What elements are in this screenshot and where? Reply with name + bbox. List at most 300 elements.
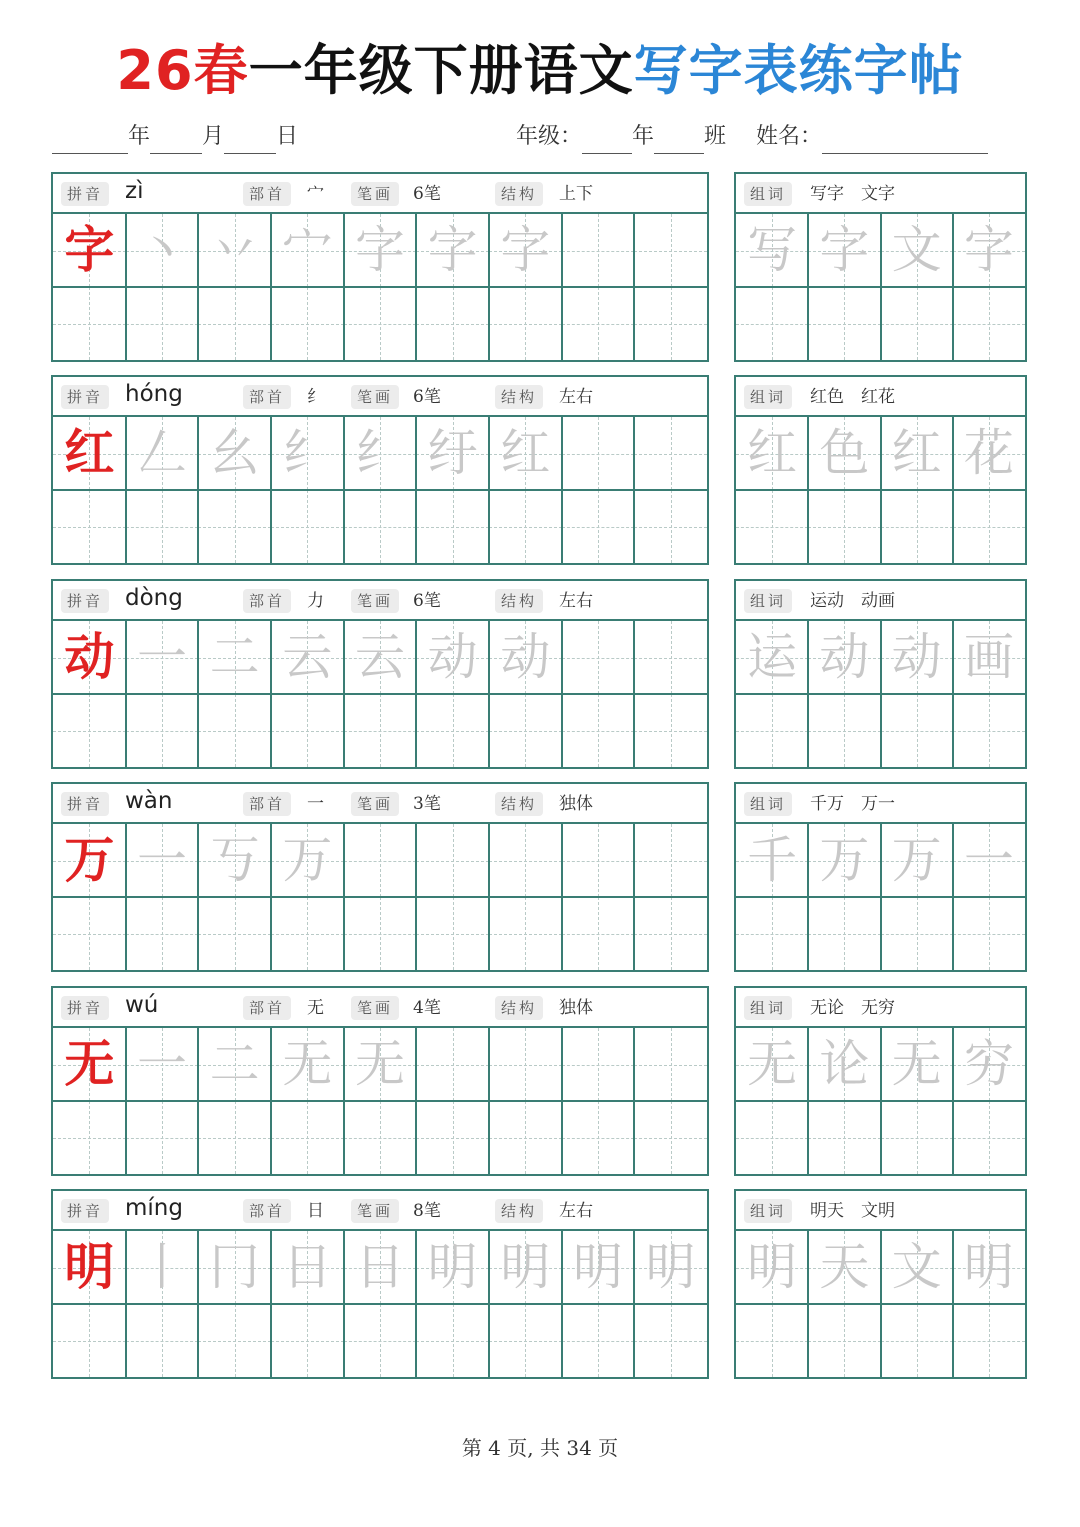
pinyin-value: míng [125,1195,183,1221]
practice-cell[interactable] [634,1304,707,1377]
practice-cell[interactable] [53,897,126,970]
practice-cell[interactable] [634,1028,707,1101]
practice-cell[interactable] [808,287,880,360]
info-bar [53,1191,707,1231]
page-title [0,36,1080,106]
practice-cell[interactable] [736,287,808,360]
practice-cell[interactable] [736,214,808,287]
practice-cell[interactable] [53,824,126,897]
practice-cell[interactable] [198,621,271,694]
practice-cell[interactable] [126,1028,199,1101]
practice-cell[interactable] [489,694,562,767]
structure-value: 左右 [559,1201,593,1221]
model-character: 万 [64,830,115,889]
practice-cell[interactable] [634,694,707,767]
word-info-bar [736,377,1025,417]
guide-line-v [89,490,90,563]
practice-cell[interactable] [416,1101,489,1174]
strokes-value: 3笔 [413,794,441,814]
practice-cell[interactable] [489,897,562,970]
practice-cell[interactable] [808,1101,880,1174]
pinyin-value: wàn [125,788,173,814]
practice-cell[interactable] [489,1304,562,1377]
radical-tag: 部首 [243,589,291,613]
guide-line-v [844,897,845,970]
radical-tag: 部首 [243,182,291,206]
guide-line-v [844,694,845,767]
practice-cell[interactable] [562,1028,635,1101]
model-character: 红 [64,423,115,482]
practice-cell[interactable] [53,1231,126,1304]
guide-line-v [772,1304,773,1377]
word-panel [734,1189,1027,1379]
pinyin-value: hóng [125,381,183,407]
guide-line-v [162,897,163,970]
word-panel [734,782,1027,972]
practice-cell[interactable] [634,1101,707,1174]
grid-line-h [53,693,707,695]
guide-line-v [598,490,599,563]
practice-cell[interactable] [562,897,635,970]
practice-cell[interactable] [416,1231,489,1304]
guide-line-v [917,1101,918,1174]
guide-line-v [844,1101,845,1174]
practice-cell[interactable] [808,621,880,694]
practice-cell[interactable] [126,1101,199,1174]
practice-cell[interactable] [953,1304,1025,1377]
practice-cell[interactable] [344,214,417,287]
model-character: 无 [64,1034,115,1093]
practice-cell[interactable] [126,1304,199,1377]
practice-cell[interactable] [344,1101,417,1174]
practice-cell[interactable] [808,214,880,287]
practice-cell[interactable] [126,621,199,694]
practice-cell[interactable] [489,621,562,694]
practice-cell[interactable] [562,824,635,897]
practice-cell[interactable] [808,490,880,563]
practice-cell[interactable] [736,824,808,897]
structure-tag: 结构 [495,182,543,206]
practice-cell[interactable] [344,490,417,563]
guide-line-v [453,897,454,970]
word-panel [734,172,1027,362]
practice-cell[interactable] [881,287,953,360]
page-number: 第 4 页, 共 34 页 [461,1436,619,1460]
practice-cell[interactable] [416,1304,489,1377]
trace-character: 云 [354,628,405,686]
guide-line-v [598,287,599,360]
practice-cell[interactable] [271,214,344,287]
practice-cell[interactable] [198,1304,271,1377]
practice-cell[interactable] [808,694,880,767]
practice-cell[interactable] [126,287,199,360]
practice-cell[interactable] [953,287,1025,360]
practice-cell[interactable] [489,1028,562,1101]
practice-cell[interactable] [953,694,1025,767]
practice-cell[interactable] [53,694,126,767]
practice-cell[interactable] [344,1028,417,1101]
practice-cell[interactable] [126,897,199,970]
practice-cell[interactable] [881,417,953,490]
practice-cell[interactable] [736,694,808,767]
guide-line-v [989,1304,990,1377]
practice-cell[interactable] [562,621,635,694]
name-blank[interactable] [822,129,988,154]
guide-line-v [89,1101,90,1174]
practice-cell[interactable] [53,1101,126,1174]
practice-cell[interactable] [271,287,344,360]
trace-character: 无 [891,1035,942,1093]
practice-cell[interactable] [198,897,271,970]
practice-cell[interactable] [808,1304,880,1377]
guide-line-v [598,621,599,694]
class-label: 班 [704,124,727,149]
practice-cell[interactable] [126,214,199,287]
practice-cell[interactable] [416,824,489,897]
practice-cell[interactable] [53,214,126,287]
practice-cell[interactable] [126,824,199,897]
word-panel [734,375,1027,565]
info-bar [53,784,707,824]
pinyin-value: dòng [125,585,183,611]
words-tag: 组词 [744,385,792,409]
trace-character: 云 [282,628,333,686]
practice-cell[interactable] [198,490,271,563]
practice-cell[interactable] [271,417,344,490]
practice-cell[interactable] [881,1231,953,1304]
model-character: 动 [64,627,115,686]
trace-character: 色 [819,424,870,482]
guide-line-v [380,824,381,897]
practice-cell[interactable] [126,1231,199,1304]
practice-cell[interactable] [953,417,1025,490]
radical-value: 日 [307,1201,324,1221]
practice-cell[interactable] [562,214,635,287]
trace-character: 一 [136,628,187,686]
trace-character: 字 [963,221,1014,279]
practice-cell[interactable] [634,490,707,563]
radical-value: 力 [307,591,324,611]
trace-character: 万 [891,831,942,889]
practice-panel [51,1189,709,1379]
trace-character: 字 [819,221,870,279]
practice-cell[interactable] [344,621,417,694]
practice-cell[interactable] [344,1231,417,1304]
practice-cell[interactable] [736,897,808,970]
practice-cell[interactable] [53,1304,126,1377]
guide-line-v [453,287,454,360]
guide-line-v [671,621,672,694]
guide-line-v [89,1304,90,1377]
practice-cell[interactable] [53,1028,126,1101]
practice-cell[interactable] [808,897,880,970]
guide-line-v [162,287,163,360]
words-value: 千万 万一 [810,794,895,814]
pinyin-tag: 拼音 [61,996,109,1020]
practice-cell[interactable] [953,824,1025,897]
trace-character: 日 [282,1238,333,1296]
practice-cell[interactable] [881,214,953,287]
practice-cell[interactable] [53,287,126,360]
practice-cell[interactable] [736,1231,808,1304]
practice-cell[interactable] [416,694,489,767]
guide-line-v [525,824,526,897]
practice-panel [51,375,709,565]
practice-cell[interactable] [271,1304,344,1377]
practice-cell[interactable] [271,694,344,767]
trace-character: 红 [747,424,798,482]
practice-cell[interactable] [344,1304,417,1377]
practice-cell[interactable] [634,824,707,897]
practice-cell[interactable] [736,1304,808,1377]
trace-character: 论 [819,1035,870,1093]
guide-line-v [453,694,454,767]
practice-cell[interactable] [53,621,126,694]
trace-character: 天 [819,1238,870,1296]
structure-tag: 结构 [495,385,543,409]
practice-panel [51,172,709,362]
strokes-tag: 笔画 [351,182,399,206]
radical-tag: 部首 [243,996,291,1020]
model-character: 字 [64,220,115,279]
practice-cell[interactable] [881,1101,953,1174]
practice-cell[interactable] [489,490,562,563]
practice-cell[interactable] [126,417,199,490]
guide-line-v [525,287,526,360]
strokes-value: 4笔 [413,998,441,1018]
practice-cell[interactable] [198,417,271,490]
practice-cell[interactable] [953,897,1025,970]
practice-cell[interactable] [489,824,562,897]
trace-character: 动 [819,628,870,686]
practice-cell[interactable] [953,1101,1025,1174]
trace-character: 动 [500,628,551,686]
practice-cell[interactable] [344,417,417,490]
practice-cell[interactable] [271,1101,344,1174]
practice-cell[interactable] [198,1231,271,1304]
practice-cell[interactable] [881,621,953,694]
practice-cell[interactable] [198,1028,271,1101]
practice-cell[interactable] [198,1101,271,1174]
words-value: 运动 动画 [810,591,895,611]
guide-line-v [671,490,672,563]
practice-cell[interactable] [271,824,344,897]
grade-blank[interactable] [582,129,632,154]
words-value: 明天 文明 [810,1201,895,1221]
practice-cell[interactable] [271,1231,344,1304]
trace-character: 明 [500,1238,551,1296]
practice-cell[interactable] [881,1028,953,1101]
guide-line-v [671,1028,672,1101]
structure-value: 上下 [559,184,593,204]
trace-character: 明 [747,1238,798,1296]
practice-cell[interactable] [808,417,880,490]
practice-cell[interactable] [736,621,808,694]
practice-cell[interactable] [53,417,126,490]
year-blank[interactable] [52,129,128,154]
guide-line-v [671,417,672,490]
practice-cell[interactable] [808,824,880,897]
guide-line-v [307,1101,308,1174]
trace-character: 丷 [209,221,260,279]
trace-character: 二 [209,628,260,686]
guide-line-v [772,490,773,563]
practice-cell[interactable] [562,1101,635,1174]
practice-cell[interactable] [881,1304,953,1377]
words-tag: 组词 [744,589,792,613]
practice-cell[interactable] [344,824,417,897]
practice-cell[interactable] [881,897,953,970]
practice-panel [51,986,709,1176]
grid-line-h [53,1303,707,1305]
pinyin-tag: 拼音 [61,792,109,816]
strokes-value: 6笔 [413,184,441,204]
practice-cell[interactable] [416,621,489,694]
practice-cell[interactable] [126,490,199,563]
practice-cell[interactable] [198,824,271,897]
guide-line-v [453,490,454,563]
guide-line-v [989,694,990,767]
practice-cell[interactable] [416,490,489,563]
guide-line-v [598,824,599,897]
practice-cell[interactable] [634,287,707,360]
guide-line-v [89,897,90,970]
guide-line-v [598,897,599,970]
class-blank[interactable] [654,129,704,154]
trace-character: 丂 [209,831,260,889]
words-tag: 组词 [744,1199,792,1223]
guide-line-v [598,214,599,287]
guide-line-v [844,1304,845,1377]
practice-cell[interactable] [881,490,953,563]
structure-value: 独体 [559,794,593,814]
practice-cell[interactable] [953,490,1025,563]
practice-cell[interactable] [953,1231,1025,1304]
radical-value: 一 [307,794,324,814]
practice-cell[interactable] [271,1028,344,1101]
title-part-black: 一年级下册语文 [248,39,634,102]
radical-value: 纟 [307,387,324,407]
practice-cell[interactable] [489,287,562,360]
guide-line-v [598,1028,599,1101]
trace-character: 字 [500,221,551,279]
guide-line-v [844,287,845,360]
guide-line-v [525,694,526,767]
trace-character: 幺 [209,424,260,482]
practice-cell[interactable] [808,1028,880,1101]
practice-cell[interactable] [634,417,707,490]
practice-cell[interactable] [562,417,635,490]
practice-cell[interactable] [416,417,489,490]
word-panel [734,579,1027,769]
practice-cell[interactable] [634,214,707,287]
practice-cell[interactable] [416,287,489,360]
practice-cell[interactable] [416,214,489,287]
practice-cell[interactable] [198,214,271,287]
practice-cell[interactable] [489,214,562,287]
practice-cell[interactable] [198,287,271,360]
practice-cell[interactable] [271,490,344,563]
guide-line-v [525,490,526,563]
practice-cell[interactable] [416,897,489,970]
grid-line-h [736,1303,1025,1305]
practice-cell[interactable] [953,621,1025,694]
month-blank[interactable] [150,129,202,154]
guide-line-v [307,490,308,563]
practice-cell[interactable] [634,1231,707,1304]
guide-line-v [307,897,308,970]
practice-cell[interactable] [489,1101,562,1174]
trace-character: 一 [136,831,187,889]
practice-cell[interactable] [271,897,344,970]
practice-cell[interactable] [953,214,1025,287]
trace-character: 一 [963,831,1014,889]
practice-cell[interactable] [53,490,126,563]
practice-cell[interactable] [881,694,953,767]
practice-cell[interactable] [126,694,199,767]
practice-cell[interactable] [808,1231,880,1304]
guide-line-v [917,287,918,360]
day-blank[interactable] [224,129,276,154]
practice-cell[interactable] [344,694,417,767]
practice-cell[interactable] [489,417,562,490]
practice-cell[interactable] [562,287,635,360]
strokes-tag: 笔画 [351,792,399,816]
info-bar [53,174,707,214]
practice-cell[interactable] [736,1028,808,1101]
trace-character: 万 [819,831,870,889]
practice-cell[interactable] [562,694,635,767]
practice-cell[interactable] [344,897,417,970]
words-tag: 组词 [744,792,792,816]
guide-line-v [235,490,236,563]
practice-cell[interactable] [562,1231,635,1304]
radical-tag: 部首 [243,385,291,409]
word-info-bar [736,784,1025,824]
practice-cell[interactable] [198,694,271,767]
practice-cell[interactable] [634,621,707,694]
guide-line-v [235,694,236,767]
practice-cell[interactable] [881,824,953,897]
structure-tag: 结构 [495,996,543,1020]
practice-cell[interactable] [736,1101,808,1174]
practice-cell[interactable] [562,1304,635,1377]
practice-cell[interactable] [489,1231,562,1304]
radical-value: 宀 [307,184,324,204]
practice-cell[interactable] [634,897,707,970]
practice-cell[interactable] [271,621,344,694]
guide-line-v [307,287,308,360]
trace-character: 画 [963,628,1014,686]
structure-value: 左右 [559,591,593,611]
word-info-bar [736,1191,1025,1231]
practice-cell[interactable] [736,417,808,490]
practice-cell[interactable] [416,1028,489,1101]
grid-line-h [53,286,707,288]
practice-cell[interactable] [344,287,417,360]
trace-character: 红 [500,424,551,482]
structure-tag: 结构 [495,1199,543,1223]
guide-line-v [772,897,773,970]
strokes-tag: 笔画 [351,996,399,1020]
practice-cell[interactable] [736,490,808,563]
practice-cell[interactable] [562,490,635,563]
grade-year-label: 年 [632,124,655,149]
trace-character: 花 [963,424,1014,482]
model-character: 明 [64,1237,115,1296]
radical-tag: 部首 [243,792,291,816]
practice-cell[interactable] [953,1028,1025,1101]
